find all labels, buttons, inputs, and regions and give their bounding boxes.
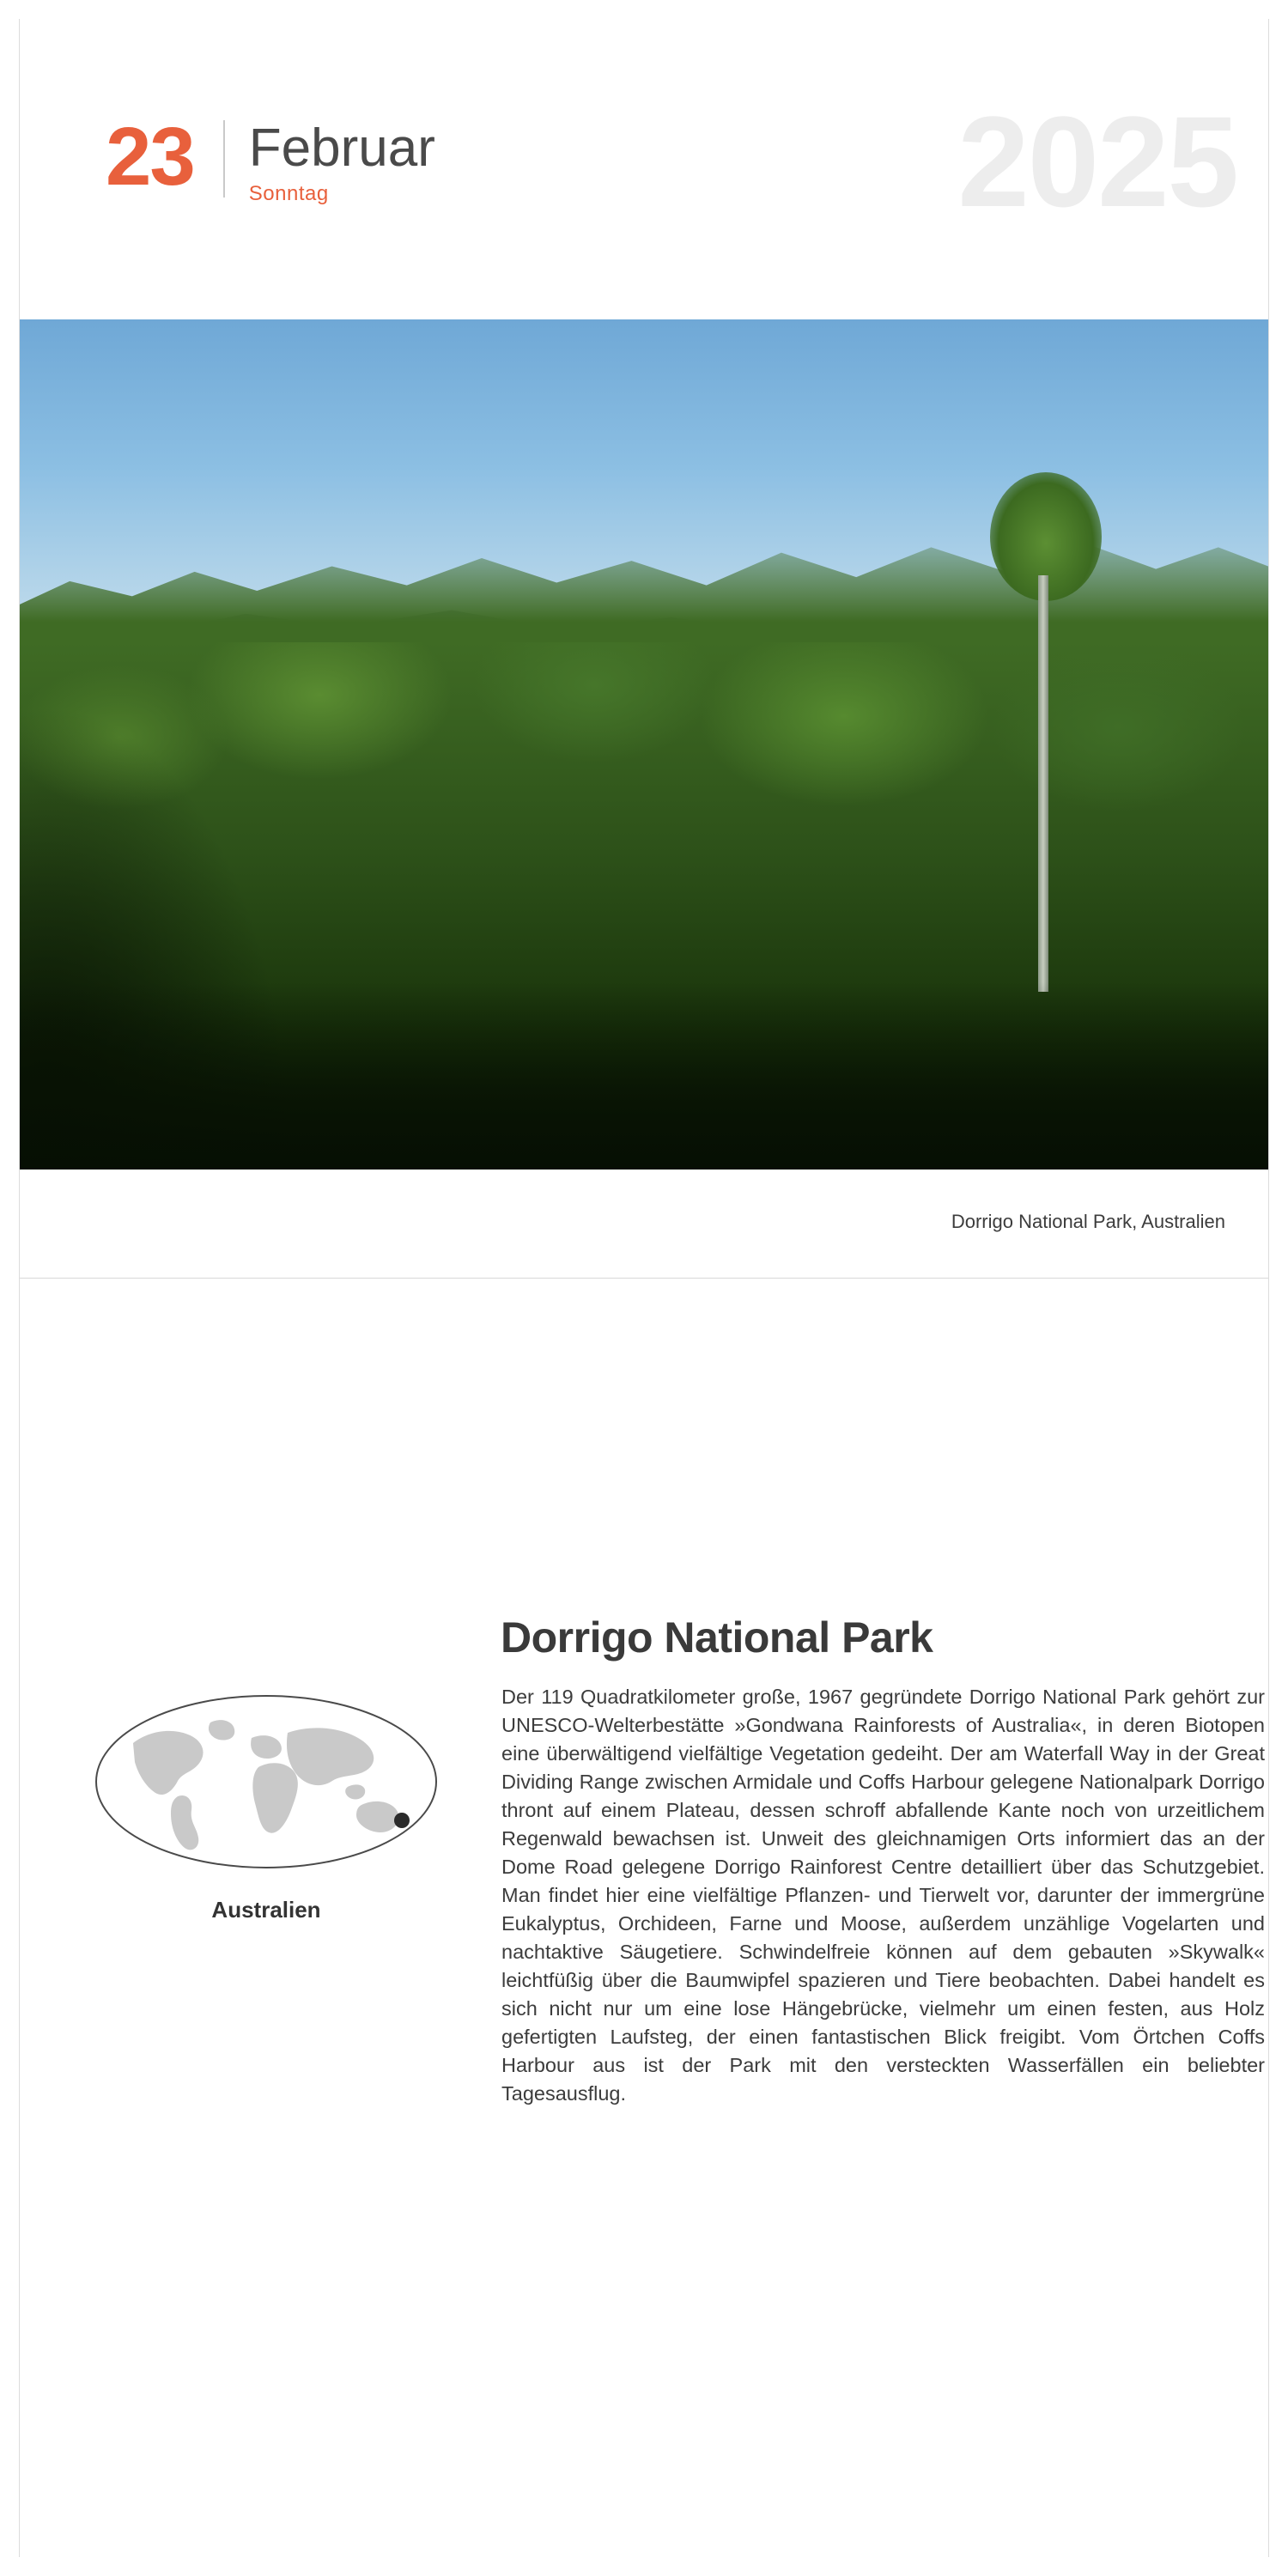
month-name: Februar <box>248 118 435 178</box>
tree-trunk <box>1038 575 1048 992</box>
caption-strip <box>20 1170 1268 1279</box>
year-watermark: 2025 <box>957 89 1237 234</box>
date-header-inner <box>106 111 435 206</box>
article-section <box>20 1278 1268 2557</box>
article-body: Der 119 Quadratkilometer große, 1967 gegründete Dorrigo National Park gehört zur UNESCO-Welterbestätte »Gondwana Rainforests of Australia«, in deren Biotopen eine überwältigend vielfältige Vegetation gedeiht. Der am Waterfall Way in der Great Dividing Range zwischen Armidale und Coffs Harbour gelegene Nationalpark Dorrigo thront auf einem Plateau, dessen schroff abfallende Kante noch von urzeitlichem Regenwald bewachsen ist. Unweit des gleichnamigen Orts informiert das an der Dome Road gelegene Dorrigo Rainforest Centre detailliert über das Schutzgebiet. Man findet hier eine vielfältige Pflanzen- und Tierwelt vor, darunter der immergrüne Eukalyptus, Orchideen, Farne und Moose, außerdem unzählige Vogelarten und nachtaktive Säugetiere. Schwindelfreie können auf dem gebauten »Skywalk« leichtfüßig über die Baumwipfel spazieren und Tiere beobachten. Dabei handelt es sich nicht nur um eine lose Hängebrücke, vielmehr um einen festen, aus Holz gefertigten Laufsteg, der einen fantastischen Blick freigibt. Vom Örtchen Coffs Harbour aus ist der Park mit den versteckten Wasserfällen ein beliebter Tagesausflug. <box>501 1686 1265 2105</box>
location-globe <box>82 1690 451 1923</box>
emergent-tree <box>981 472 1110 1067</box>
month-block <box>249 120 435 206</box>
photo-caption: Dorrigo National Park, Australien <box>951 1211 1225 1232</box>
article-title: Dorrigo National Park <box>501 1613 933 1662</box>
header-divider <box>223 120 225 197</box>
location-marker <box>394 1813 410 1828</box>
date-header <box>20 19 1268 319</box>
page-sheet <box>19 19 1269 2557</box>
world-globe-icon <box>82 1690 451 1874</box>
day-number: 23 <box>106 111 194 203</box>
weekday-name: Sonntag <box>248 182 329 205</box>
country-label: Australien <box>211 1897 321 1923</box>
photo-container <box>20 319 1268 1170</box>
landscape-photo <box>20 319 1268 1170</box>
photo-shadow-bottom <box>20 982 1268 1170</box>
